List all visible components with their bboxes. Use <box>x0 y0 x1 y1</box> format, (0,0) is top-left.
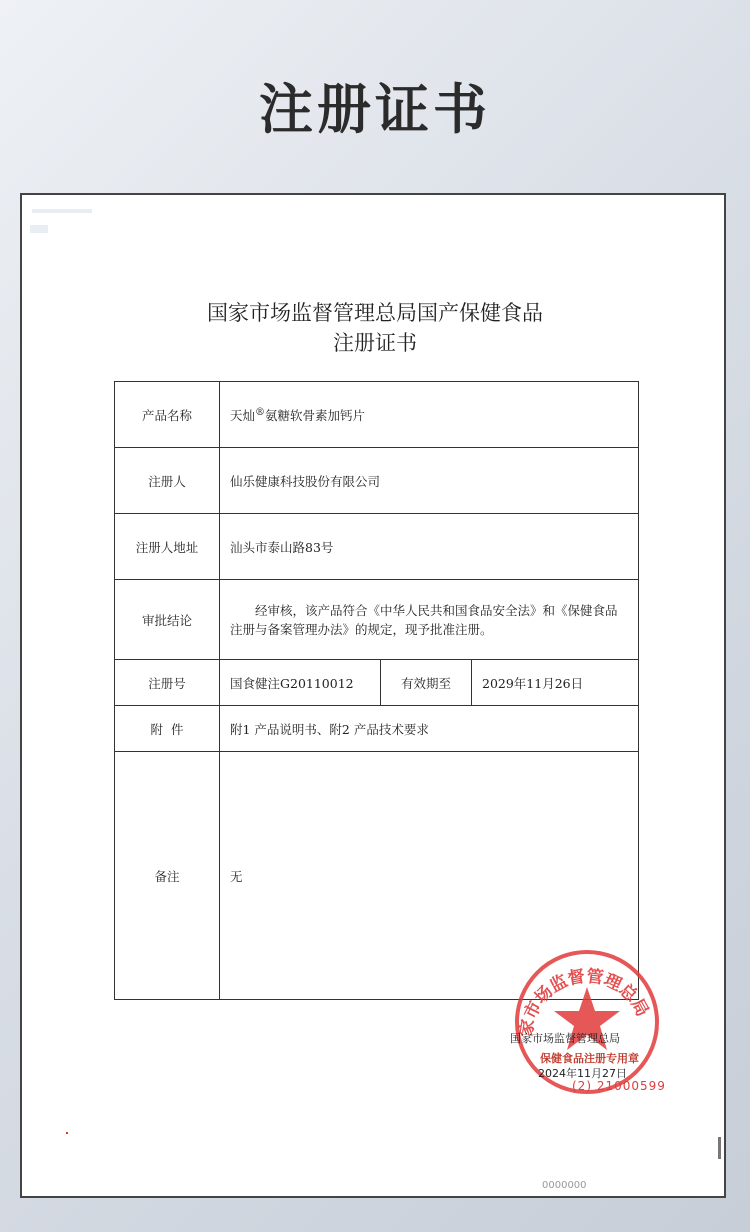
banner-title: 注册证书 <box>259 78 491 141</box>
reg-no-label: 注册号 <box>115 660 220 706</box>
address-label: 注册人地址 <box>115 514 220 580</box>
valid-until-label: 有效期至 <box>381 660 472 706</box>
product-brand: 天灿 <box>230 407 256 423</box>
scan-artifact <box>66 1132 68 1134</box>
table-row <box>115 580 639 660</box>
registrant-value: 仙乐健康科技股份有限公司 <box>220 448 639 514</box>
product-name-value <box>220 382 639 448</box>
heading-line-2: 注册证书 <box>333 331 417 355</box>
seal-ring-text: 家市场监督管理总局 <box>516 966 653 1038</box>
certificate-table <box>114 381 639 1000</box>
product-name-label: 产品名称 <box>115 382 220 448</box>
certificate-paper <box>20 193 726 1198</box>
remarks-value: 无 <box>220 752 639 1000</box>
faded-number: 0000000 <box>542 1180 587 1191</box>
address-value: 汕头市泰山路83号 <box>220 514 639 580</box>
seal-issuer: 国家市场监督管理总局 <box>510 1032 620 1045</box>
reg-no-value: 国食健注G20110012 <box>220 660 381 706</box>
product-rest: 氨糖软骨素加钙片 <box>265 407 366 423</box>
registrant-label: 注册人 <box>115 448 220 514</box>
scan-artifact <box>718 1137 721 1159</box>
conclusion-label: 审批结论 <box>115 580 220 660</box>
table-row <box>115 706 639 752</box>
registered-mark: ® <box>255 406 266 418</box>
remarks-label: 备注 <box>115 752 220 1000</box>
table-row <box>115 448 639 514</box>
conclusion-value: 经审核，该产品符合《中华人民共和国食品安全法》和《保健食品注册与备案管理办法》的规定，现予批准注册。 <box>220 580 639 660</box>
scan-artifact <box>32 209 92 213</box>
seal-date: 2024年11月27日 <box>538 1067 627 1080</box>
scan-artifact <box>30 225 48 233</box>
attachment-value: 附1 产品说明书、附2 产品技术要求 <box>220 706 639 752</box>
valid-until-value: 2029年11月26日 <box>472 660 639 706</box>
table-row <box>115 514 639 580</box>
certificate-heading <box>22 298 728 358</box>
seal-sub-text: 保健食品注册专用章 <box>540 1052 639 1065</box>
seal-number: (2) 21000599 <box>572 1079 666 1093</box>
table-row <box>115 660 639 706</box>
attachment-label: 附 件 <box>115 706 220 752</box>
heading-line-1: 国家市场监督管理总局国产保健食品 <box>207 301 543 325</box>
table-row <box>115 382 639 448</box>
